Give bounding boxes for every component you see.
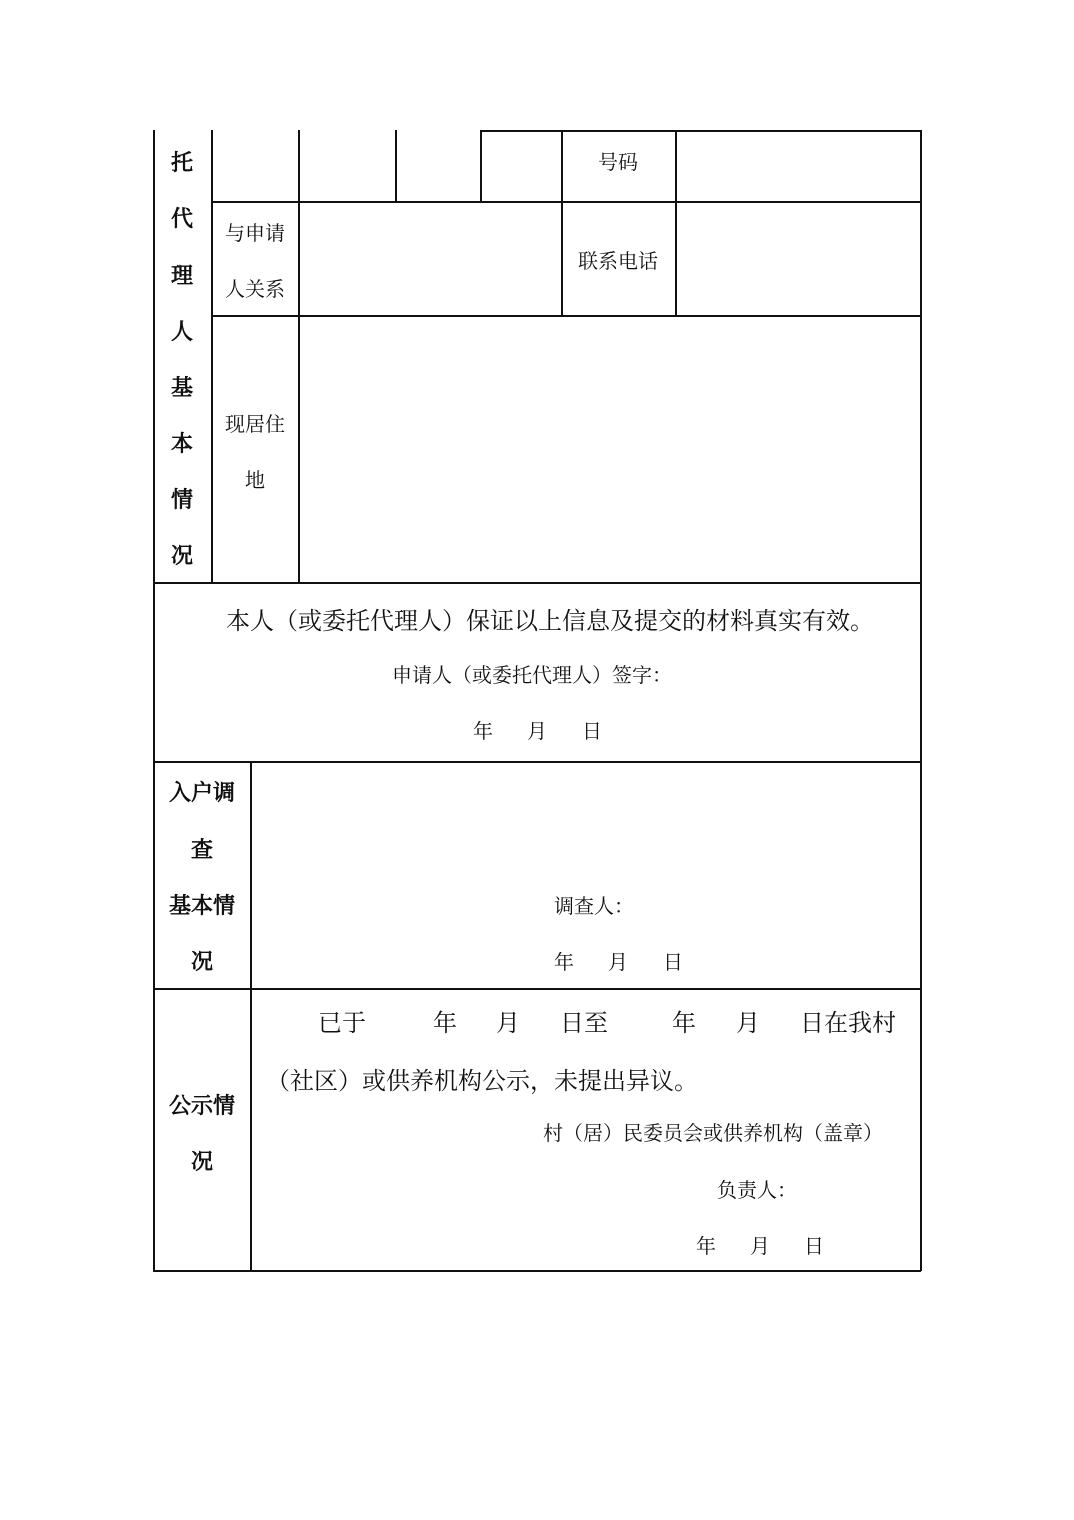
period-day-to: 日至 [560, 1009, 608, 1037]
relation-label-line2: 人关系 [225, 277, 285, 301]
investigation-label-line: 基本情 [168, 893, 236, 919]
number-label: 号码 [598, 150, 638, 174]
col-line [211, 130, 213, 582]
date-month: 月 [527, 719, 547, 743]
row-line [153, 582, 921, 584]
row-line [153, 1270, 921, 1272]
row-line [211, 201, 921, 203]
col-line [298, 130, 300, 582]
side-label-char: 人 [170, 319, 194, 345]
relation-label-line1: 与申请 [225, 221, 285, 245]
publicity-result-line: （社区）或供养机构公示，未提出异议。 [266, 1067, 698, 1095]
side-label-char: 托 [170, 150, 194, 176]
side-label-char: 代 [170, 206, 194, 232]
period-prefix: 已于 [318, 1009, 366, 1037]
investigation-label-line: 况 [190, 949, 214, 975]
col-line [480, 130, 482, 201]
publicity-label-line: 况 [190, 1149, 214, 1175]
col-line [250, 761, 252, 1270]
investigator-label: 调查人： [554, 894, 634, 918]
stamp-label: 村（居）民委员会或供养机构（盖章） [543, 1121, 883, 1145]
period-month-2: 月 [736, 1009, 760, 1037]
date-day: 日 [804, 1234, 824, 1258]
side-label-char: 本 [170, 431, 194, 457]
declaration-statement: 本人（或委托代理人）保证以上信息及提交的材料真实有效。 [226, 607, 874, 635]
period-day-suffix: 日在我村 [800, 1009, 896, 1037]
date-month: 月 [608, 950, 628, 974]
responsible-label: 负责人： [717, 1178, 797, 1202]
col-line [561, 130, 563, 315]
period-month-1: 月 [496, 1009, 520, 1037]
date-year: 年 [473, 719, 493, 743]
date-day: 日 [663, 950, 683, 974]
period-year-1: 年 [433, 1009, 457, 1037]
side-label-char: 基 [170, 375, 194, 401]
date-day: 日 [582, 719, 602, 743]
date-month: 月 [750, 1234, 770, 1258]
signature-label: 申请人（或委托代理人）签字： [392, 663, 672, 687]
table-left-border [153, 130, 155, 1271]
date-year: 年 [696, 1234, 716, 1258]
side-label-char: 理 [170, 263, 194, 289]
row-line [211, 315, 921, 317]
investigation-label-line: 查 [190, 837, 214, 863]
row-line [153, 761, 921, 763]
investigation-label-line: 入户调 [168, 780, 236, 806]
period-year-2: 年 [672, 1009, 696, 1037]
date-year: 年 [554, 950, 574, 974]
address-label-line2: 地 [245, 468, 265, 492]
row-line [153, 988, 921, 990]
col-line [675, 130, 677, 315]
address-label-line1: 现居住 [225, 412, 285, 436]
side-label-char: 情 [170, 487, 194, 513]
publicity-label-line: 公示情 [168, 1093, 236, 1119]
col-line [395, 130, 397, 201]
row-line [480, 130, 921, 132]
side-label-char: 况 [170, 543, 194, 569]
phone-label: 联系电话 [578, 249, 658, 273]
table-right-border [920, 130, 922, 1271]
